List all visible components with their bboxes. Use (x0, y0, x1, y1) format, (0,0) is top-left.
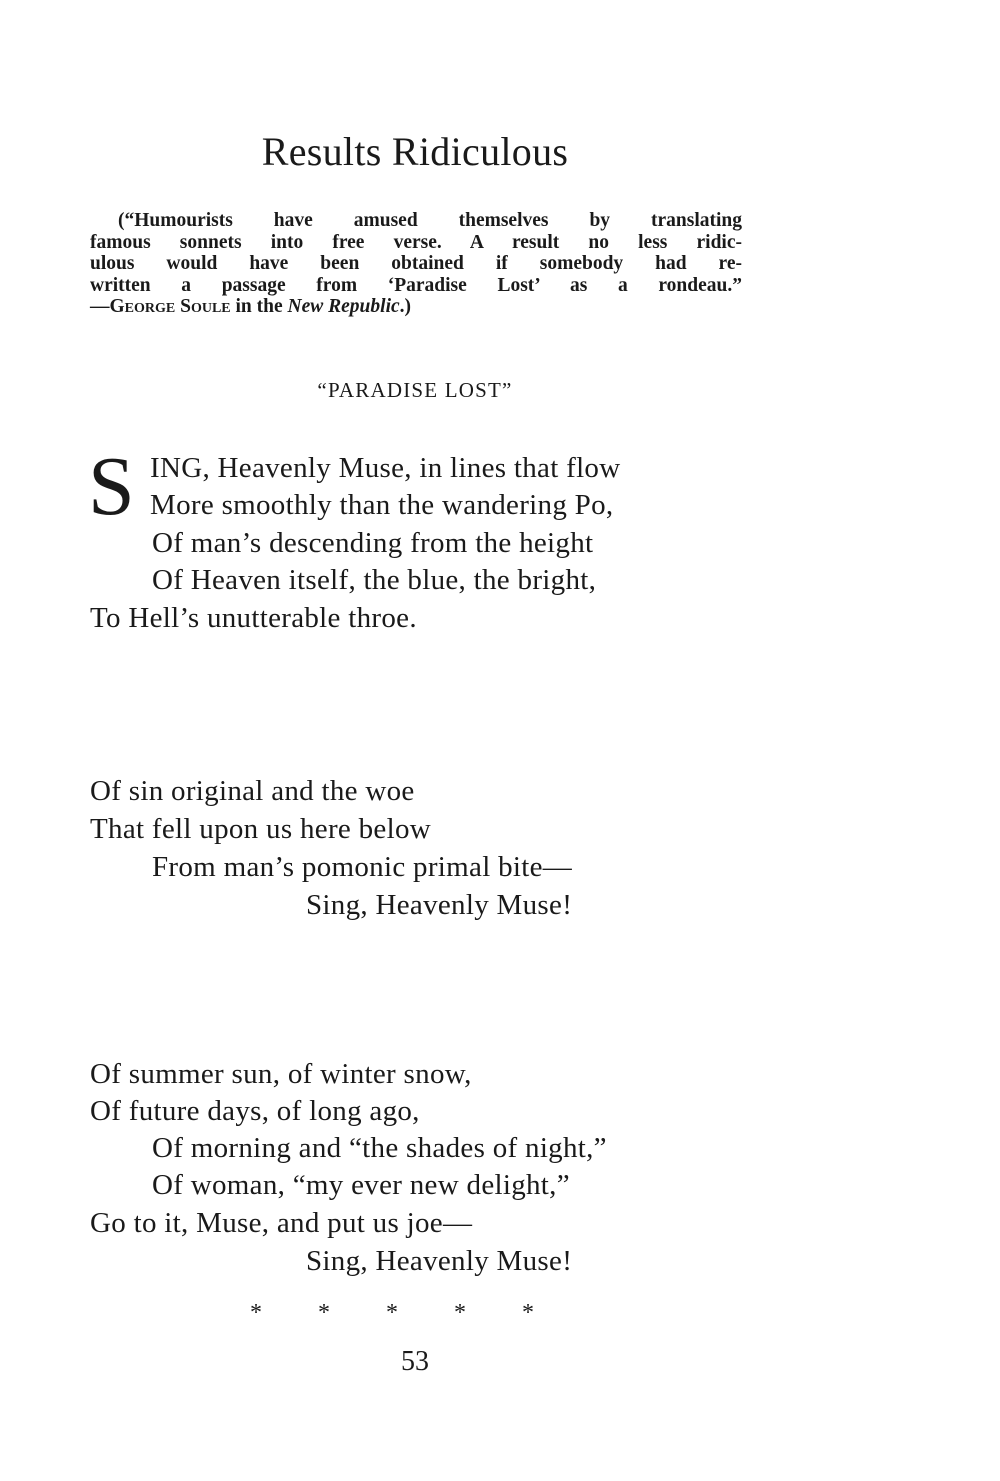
author-name: George Soule (109, 296, 231, 317)
attribution-dash: — (90, 296, 110, 317)
epigraph (90, 210, 742, 318)
poem-line: Of Heaven itself, the blue, the bright, (152, 564, 597, 596)
epigraph-close: .) (399, 296, 412, 317)
poem-line: More smoothly than the wandering Po, (150, 489, 614, 521)
poem-subtitle: “PARADISE LOST” (317, 378, 513, 402)
epigraph-line: written a passage from ‘Paradise Lost’ as a rondeau.” (90, 274, 742, 296)
poem-line: Of man’s descending from the height (152, 527, 594, 559)
poem-line: From man’s pomonic primal bite— (152, 851, 573, 883)
poem-line: To Hell’s unutterable throe. (90, 602, 417, 634)
poem-refrain: Sing, Heavenly Muse! (306, 889, 573, 921)
epigraph-line: (“Humourists have amused themselves by translating (118, 210, 742, 231)
section-break-stars: * * * * * (250, 1300, 534, 1326)
page-number: 53 (401, 1346, 429, 1377)
drop-cap: S (88, 440, 135, 533)
poem-line: ING, Heavenly Muse, in lines that flow (150, 452, 621, 484)
poem-line: Go to it, Muse, and put us joe— (90, 1207, 473, 1239)
poem-line: That fell upon us here below (90, 813, 431, 845)
epigraph-line: famous sonnets into free verse. A result no less ridic- (90, 231, 742, 253)
epigraph-line: ulous would have been obtained if somebody had re- (90, 253, 742, 274)
attribution-in: in the (230, 296, 288, 317)
poem-refrain: Sing, Heavenly Muse! (306, 1245, 573, 1277)
poem-line: Of sin original and the woe (90, 775, 415, 807)
publication-name: New Republic (287, 296, 400, 317)
poem-line: Of summer sun, of winter snow, (90, 1058, 472, 1090)
poem-line: Of future days, of long ago, (90, 1095, 420, 1127)
page-title: Results Ridiculous (261, 129, 569, 174)
epigraph-attribution (90, 296, 742, 318)
poem-line: Of woman, “my ever new delight,” (152, 1169, 570, 1201)
poem-line: Of morning and “the shades of night,” (152, 1132, 607, 1164)
